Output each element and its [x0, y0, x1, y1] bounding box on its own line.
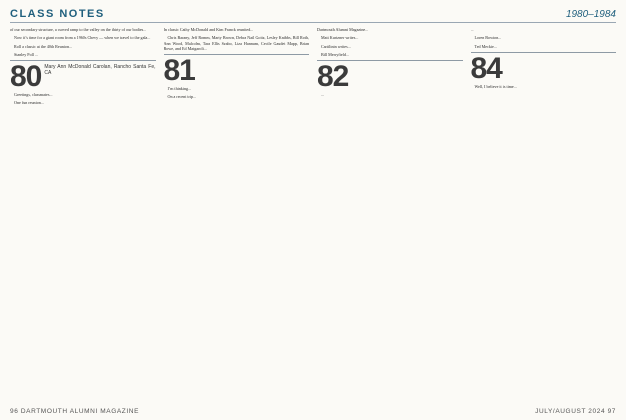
paragraph: ... [470, 27, 474, 32]
footer-right: JULY/AUGUST 2024 97 [535, 407, 616, 415]
section-head: Mary Ann McDonald Carolan, Rancho Santa Fe, CA [44, 64, 156, 76]
column-4 [471, 27, 617, 401]
paragraph: On a recent trip... [167, 94, 197, 100]
class-section [164, 58, 310, 83]
paragraph: Bill Merryfield... [321, 51, 349, 57]
class-year: 82 [317, 64, 349, 89]
class-year: 84 [470, 55, 502, 81]
page-header [10, 6, 616, 23]
text-columns [10, 27, 616, 401]
paragraph: Now it’s time for a giant room from a 1960s Chevy — when we travel to the gala... [14, 35, 151, 41]
paragraph: I’m thinking... [167, 86, 192, 91]
divider [317, 60, 463, 61]
divider [10, 60, 156, 61]
paragraph: One fun reunion... [14, 100, 44, 106]
column-1 [10, 27, 156, 401]
paragraph: Matt Kurtzner writes... [321, 35, 359, 41]
column-3 [317, 27, 463, 401]
class-section [471, 56, 617, 81]
column-2 [164, 27, 310, 401]
paragraph: ... [321, 92, 325, 97]
class-year: 81 [163, 58, 195, 83]
class-year: 80 [10, 64, 42, 89]
paragraph: Roll a classic at the 40th Reunion... [14, 43, 73, 49]
section-title: CLASS NOTES [10, 8, 105, 20]
paragraph: of our secondary structure, a curved ramp to the valley on the thirty of our bodies... [10, 27, 147, 32]
footer-left: 96 DARTMOUTH ALUMNI MAGAZINE [10, 407, 140, 415]
paragraph: Greetings, classmates... [14, 92, 53, 97]
paragraph: Stanley Poll ... [14, 51, 38, 57]
paragraph: Cartilinin writes... [321, 43, 351, 49]
year-range: 1980–1984 [565, 8, 616, 20]
paragraph: Well, I believe it is time... [474, 83, 517, 89]
divider [471, 52, 617, 53]
paragraph: Ted Meckie... [474, 43, 497, 49]
paragraph: In classic Cathy McDonald and Kim Franck reunited... [163, 27, 254, 32]
paragraph: Dartmouth Alumni Magazine... [317, 27, 369, 32]
class-section [10, 64, 156, 89]
paragraph: Loren Bowton... [474, 35, 502, 41]
divider [164, 54, 310, 55]
page-footer [10, 406, 616, 416]
paragraph: Chris Barany, Jeff Romm, Marty Brown, Debra Nail Goitz, Lesley Knibbs, Bill Roth, Ann Wood, Malcolm, Tara Ellis Szabo, Liza Hannum, Cecile Gaudet Mapp, Brian Bowe, and Ed Matgaroli... [163, 35, 309, 51]
class-section [317, 64, 463, 89]
